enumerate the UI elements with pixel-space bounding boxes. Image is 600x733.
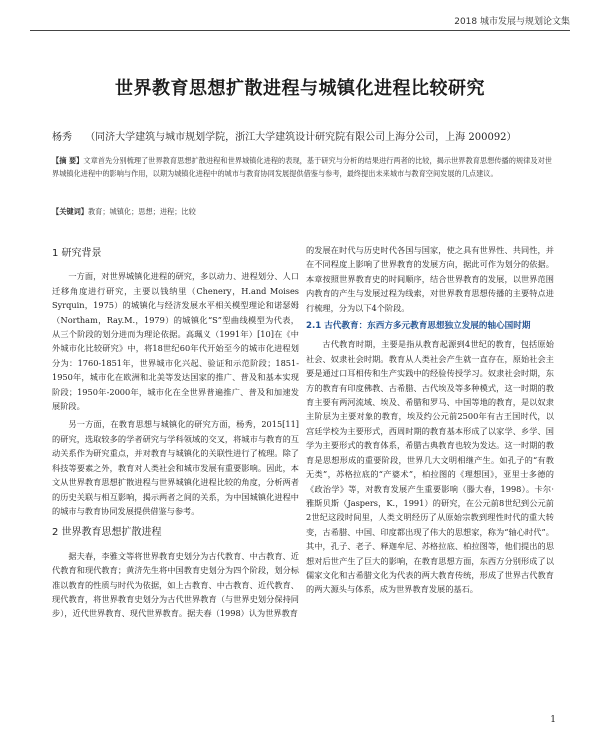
subsection-2-1-paragraph: 古代教育时期，主要是指从教育起源到4世纪的教育，包括原始社会、奴隶社会时期。教育从人类社会产生就一直存在，原始社会主要是通过口耳相传和生产实践中的经验传授学习。奴隶社会时期，东方的教育有印度佛教、古希腊、古代埃及等多种模式，这一时期的教育主要有两河流域、埃及、希腊和罗马、中国等地的教育，是以奴隶主阶层为主要对象的教育，埃及约公元前2500年有古王国时代，以宫廷学校为主要形式，西周时期的教育基本形成了以家学、乡学、国学为主要形式的教育体系，希腊古典教育也较为发达。这一时期的教育是思想形成的重要阶段，世界几大文明相继产生。如孔子的“有教无类”，苏格拉底的“产婆术”，柏拉图的《理想国》，亚里士多德的《政治学》等，对教育发展产生重要影响（滕大春，1998）。卡尔·雅斯贝斯（Jaspers，K.，1991）的研究，在公元前8世纪到公元前2世纪这段时间里，人类文明经历了从原始宗教到理性时代的重大转变，古希腊、中国、印度都出现了伟大的思想家，称为“轴心时代”。其中，孔子、老子、释迦牟尼、苏格拉底、柏拉图等，他们提出的思想对后世产生了巨大的影响，在教育思想方面，东西方分别形成了以儒家文化和古希腊文化为代表的两大教育传统，形成了世界古代教育的两大源头与体系，成为世界教育发展的基石。	[306, 339, 554, 595]
section-2-paragraph: 据夫春，李雅文等将世界教育史划分为古代教育、中古教育、近代教育和现代教育；黄济先生将中国教育史划分为四个阶段，划分标准以教育的性质与时代为依据，如上古教育、中古教育、近代教育、现代教育，将世界教育史划分为古代世界教育（与世界史划分保持同步），近代世界教育、现代世界教育。据夫春（1998）认为世界教育	[52, 550, 299, 619]
section-2-heading: 2 世界教育思想扩散进程	[52, 527, 162, 539]
keywords-text: 教育；城镇化；思想；进程；比较	[87, 207, 196, 216]
left-column	[52, 243, 299, 625]
section-1-heading: 1 研究背景	[52, 248, 102, 259]
page-number: 1	[550, 715, 556, 725]
right-column	[306, 243, 554, 601]
abstract-text: 文章首先分别梳理了世界教育思想扩散进程和世界城镇化进程的表现，基于研究与分析的结果进行两者的比较，揭示世界教育思想传播的规律及对世界城镇化进程中的影响与作用，以期为城镇化进程中的城市与教育协同发展提供借鉴与参考，最终提出未来城市与教育空间发展的几点建议。	[52, 156, 552, 178]
keywords-label: 【关键词】	[52, 207, 88, 216]
subsection-2-1-heading: 2.1 古代教育：东西方多元教育思想独立发展的轴心国时期	[306, 321, 531, 332]
running-head: 2018 城市发展与规划论文集	[454, 17, 570, 27]
abstract-label: 【摘 要】	[52, 156, 84, 165]
section-2-paragraph: 的发展在时代与历史时代各国与国家，使之具有世界性、共同性，并在不同程度上影响了世界教育的发展方向，据此可作为划分的依据。本章按照世界教育史的时间顺序，结合世界教育的发展，以世界范围内教育的产生与发展过程为线索，对世界教育思想传播的主要特点进行梳理，分为以下4个阶段。	[306, 245, 554, 313]
author-line	[52, 128, 517, 143]
header-rule	[30, 30, 570, 31]
author-affiliation: （同济大学建筑与城市规划学院，浙江大学建筑设计研究院有限公司上海分公司，上海 200092）	[85, 132, 517, 143]
article-title: 世界教育思想扩散进程与城镇化进程比较研究	[115, 78, 485, 99]
section-1-paragraph: 另一方面，在教育思想与城镇化的研究方面，杨秀，2015[11]的研究，选取较多的学者研究与学科领域的交叉，将城市与教育的互动关系作为研究重点，并对教育与城镇化的关联性进行了梳理。除了科技等要素之外，教育对人类社会和城市发展有重要影响。因此，本文从世界教育思想扩散进程与世界城镇化进程比较的角度，分析两者的历史关联与相互影响，揭示两者之间的关系，为中国城镇化进程中的城市与教育协同发展提供借鉴与参考。	[52, 419, 299, 516]
section-1-paragraph: 一方面，对世界城镇化进程的研究，多以动力、进程划分、人口迁移角度进行研究，主要以钱纳里（Chenery，H.and Moises Syrquin，1975）的城镇化与经济发展水平相关模型理论和诺瑟姆（Northam，Ray.M.，1979）的城镇化“S”型曲线模型为代表，从三个阶段的划分进而为理论依据。高珮义（1991年）[10]在《中外城市化比较研究》中，将18世纪60年代开始至今的城市化进程划分为：1760-1851年，世界城市化兴起、验证和示范阶段；1851-1950年，城市化在欧洲和北美等发达国家的推广、普及和基本实现阶段；1950年-2000年，城市化在全世界普遍推广、普及和加速发展阶段。	[52, 271, 299, 412]
abstract	[52, 154, 552, 180]
keywords	[52, 207, 196, 217]
author-name: 杨秀	[52, 132, 72, 143]
